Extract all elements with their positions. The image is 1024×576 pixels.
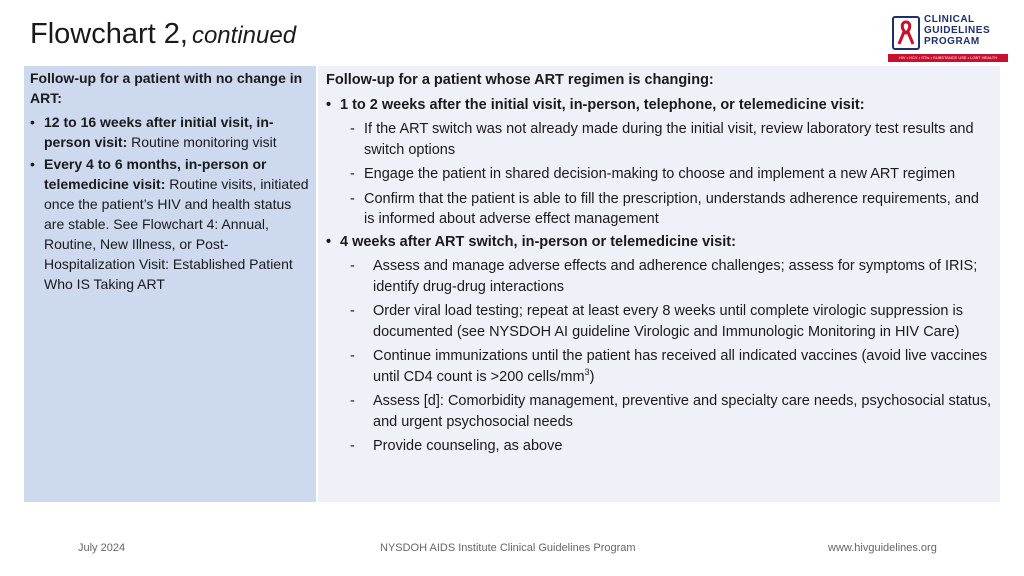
- list-item: • Every 4 to 6 months, in-person or telemedicine visit: Routine visits, initiated once the patient’s HIV and health status are stable. See Flowchart 4: Annual, Routine, New Illness, or Post-Hospitalization Visit: Established Patient Who IS Taking ART: [30, 154, 310, 294]
- section-2-heading: • 4 weeks after ART switch, in-person or telemedicine visit:: [326, 232, 992, 253]
- right-panel: [318, 66, 1000, 502]
- footer-url[interactable]: www.hivguidelines.org: [828, 542, 937, 554]
- list-item: - Engage the patient in shared decision-making to choose and implement a new ART regimen: [326, 164, 992, 185]
- page-title: [30, 18, 296, 51]
- list-item: - Continue immunizations until the patient has received all indicated vaccines (avoid live vaccines until CD4 count is >200 cells/$mm^3$): [326, 346, 992, 387]
- program-logo: [888, 12, 1010, 64]
- list-item: - Confirm that the patient is able to fill the prescription, understands adherence requirements, and is informed about adverse effect management: [326, 189, 992, 230]
- title-sub: continued: [191, 22, 297, 49]
- footer-date: July 2024: [78, 542, 126, 554]
- right-heading: Follow-up for a patient whose ART regimen is changing:: [326, 72, 714, 88]
- list-item: - If the ART switch was not already made during the initial visit, review laboratory test results and switch options: [326, 119, 992, 160]
- ribbon-icon: [892, 16, 920, 50]
- left-heading: Follow-up for a patient with no change in ART:: [30, 70, 303, 106]
- list-item: • 12 to 16 weeks after initial visit, in-person visit: Routine monitoring visit: [30, 112, 310, 152]
- list-item: - Order viral load testing; repeat at least every 8 weeks until complete virologic suppression is documented (see NYSDOH AI guideline Virologic and Immunologic Monitoring in HIV Care): [326, 301, 992, 342]
- list-item: - Provide counseling, as above: [326, 436, 992, 457]
- left-panel: [24, 66, 316, 502]
- section-1-heading: • 1 to 2 weeks after the initial visit, in-person, telephone, or telemedicine visit:: [326, 95, 992, 116]
- list-item: - Assess and manage adverse effects and adherence challenges; assess for symptoms of IRIS; identify drug-drug interactions: [326, 256, 992, 297]
- title-main: Flowchart 2,: [30, 18, 188, 50]
- list-item: - Assess [d]: Comorbidity management, preventive and specialty care needs, psychosocial status, and urgent psychosocial needs: [326, 391, 992, 432]
- footer-center: NYSDOH AIDS Institute Clinical Guidelines Program: [380, 542, 636, 554]
- logo-tagline: HIV • HCV • STIs • SUBSTANCE USE • LGBT HEALTH: [888, 54, 1008, 62]
- logo-text: CLINICAL GUIDELINES PROGRAM: [924, 14, 991, 47]
